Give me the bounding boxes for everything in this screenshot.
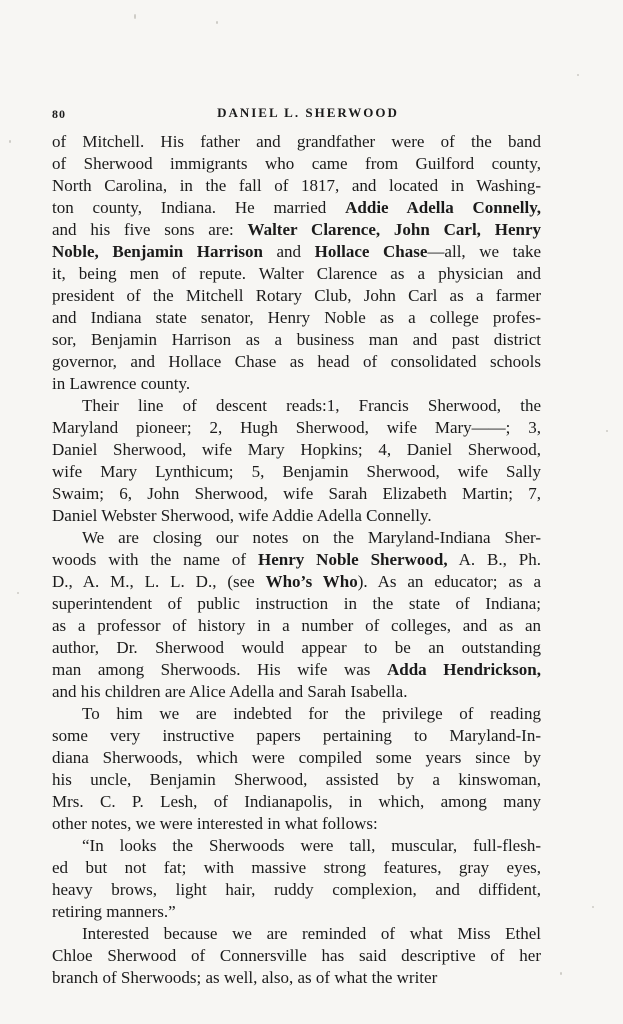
text-line: it, being men of repute. Walter Clarence as a physician and [52, 264, 541, 283]
text-line: ton county, Indiana. He married Addie Adella Connelly, [52, 198, 542, 217]
text-line: as a professor of history in a number of colleges, and as an [52, 616, 541, 635]
running-header [52, 105, 540, 123]
text-line: of Sherwood immigrants who came from Guilford county, [52, 154, 541, 173]
text-line: ed but not fat; with massive strong features, gray eyes, [52, 858, 541, 877]
scan-speck [577, 74, 579, 76]
text-line: Noble, Benjamin Harrison and Hollace Chase—all, we take [52, 242, 542, 261]
running-head-title: DANIEL L. SHERWOOD [217, 105, 399, 120]
text-line: of Mitchell. His father and grandfather were of the band [52, 132, 541, 151]
text-line: author, Dr. Sherwood would appear to be an outstanding [52, 638, 541, 657]
scan-speck [17, 592, 19, 594]
text-line: retiring manners.” [52, 902, 176, 921]
text-line: sor, Benjamin Harrison as a business man and past district [52, 330, 541, 349]
scan-speck [134, 14, 136, 19]
text-line: woods with the name of Henry Noble Sherwood, A. B., Ph. [52, 550, 542, 569]
text-line: branch of Sherwoods; as well, also, as of what the writer [52, 968, 438, 987]
text-line: North Carolina, in the fall of 1817, and located in Washing- [52, 176, 541, 195]
text-line: Daniel Webster Sherwood, wife Addie Adella Connelly. [52, 506, 432, 525]
text-line: diana Sherwoods, which were compiled some years since by [52, 748, 541, 767]
text-line: Their line of descent reads:1, Francis Sherwood, the [82, 396, 541, 415]
text-line: Mrs. C. P. Lesh, of Indianapolis, in which, among many [52, 792, 541, 811]
text-line: D., A. M., L. L. D., (see Who’s Who). As an educator; as a [52, 572, 541, 591]
text-line: Maryland pioneer; 2, Hugh Sherwood, wife Mary——; 3, [52, 418, 541, 437]
text-line: president of the Mitchell Rotary Club, John Carl as a farmer [52, 286, 541, 305]
text-line: man among Sherwoods. His wife was Adda Hendrickson, [52, 660, 541, 679]
text-line: superintendent of public instruction in the state of Indiana; [52, 594, 541, 613]
text-line: governor, and Hollace Chase as head of consolidated schools [52, 352, 541, 371]
text-line: To him we are indebted for the privilege of reading [82, 704, 541, 723]
text-line: other notes, we were interested in what follows: [52, 814, 378, 833]
text-line: wife Mary Lynthicum; 5, Benjamin Sherwood, wife Sally [52, 462, 541, 481]
text-line: in Lawrence county. [52, 374, 191, 393]
scan-speck [592, 906, 594, 908]
text-line: We are closing our notes on the Maryland-Indiana Sher- [82, 528, 541, 547]
scan-speck [9, 140, 11, 143]
text-line: some very instructive papers pertaining to Maryland-In- [52, 726, 541, 745]
text-line: heavy brows, light hair, ruddy complexion, and diffident, [52, 880, 541, 899]
text-line: and his five sons are: Walter Clarence, John Carl, Henry [52, 220, 541, 239]
text-line: his uncle, Benjamin Sherwood, assisted by a kinswoman, [52, 770, 541, 789]
scan-speck [606, 430, 608, 432]
page-number: 80 [52, 107, 66, 121]
text-line: Chloe Sherwood of Connersville has said descriptive of her [52, 946, 541, 965]
scan-speck [216, 21, 218, 24]
text-line: and Indiana state senator, Henry Noble as a college profes- [52, 308, 541, 327]
text-line: Interested because we are reminded of what Miss Ethel [82, 924, 541, 943]
text-line: and his children are Alice Adella and Sarah Isabella. [52, 682, 408, 701]
scan-speck [560, 972, 562, 975]
page-text [52, 131, 541, 989]
text-line: “In looks the Sherwoods were tall, muscular, full-flesh- [82, 836, 541, 855]
text-line: Swaim; 6, John Sherwood, wife Sarah Elizabeth Martin; 7, [52, 484, 541, 503]
text-line: Daniel Sherwood, wife Mary Hopkins; 4, Daniel Sherwood, [52, 440, 541, 459]
